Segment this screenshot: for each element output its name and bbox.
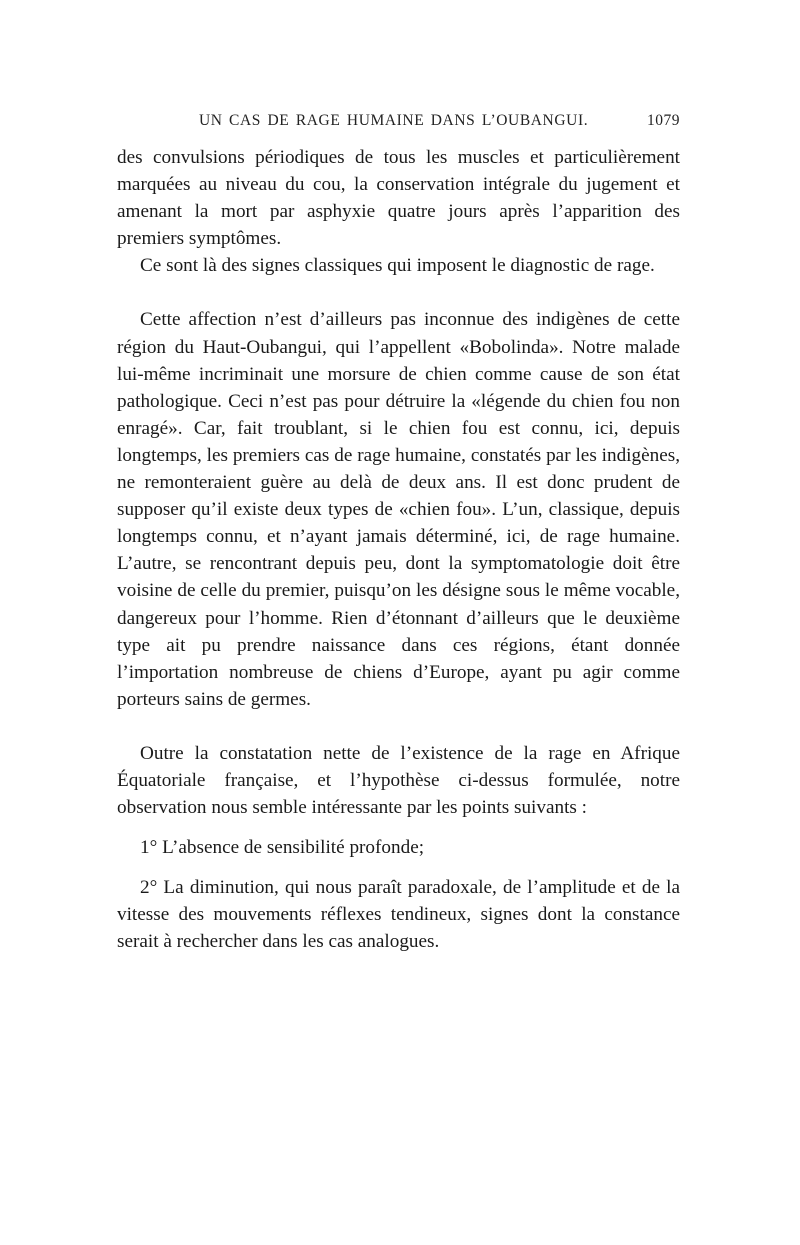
body-text bbox=[117, 144, 680, 956]
paragraph-diagnosis: Ce sont là des signes classiques qui imposent le diagnostic de rage. bbox=[140, 255, 655, 277]
running-title: UN CAS DE RAGE HUMAINE DANS L’OUBANGUI. bbox=[199, 112, 589, 129]
document-page bbox=[117, 112, 680, 956]
paragraph-observation: Outre la constatation nette de l’existence de la rage en Afrique Équatoriale française, et l’hypothèse ci-dessus formulée, notre observation nous semble intéressante par les points suivants : bbox=[117, 742, 680, 819]
list-item-1: 1° L’absence de sensibilité profonde; bbox=[140, 837, 425, 859]
running-header bbox=[199, 112, 680, 130]
page-number: 1079 bbox=[647, 112, 680, 129]
paragraph-bobolinda: Cette affection n’est d’ailleurs pas inconnue des indigènes de cette région du Haut-Oubangui, qui l’appellent «Bobolinda». Notre malade lui-même incriminait une morsure de chien comme cause de son état pathologique. Ceci n’est pas pour détruire la «légende du chien fou non enragé». Car, fait troublant, si le chien fou est connu, ici, depuis longtemps, les premiers cas de rage humaine, constatés par les indigènes, ne remonteraient guère au delà de deux ans. Il est donc prudent de supposer qu’il existe deux types de «chien fou». L’un, classique, depuis longtemps connu, et n’ayant jamais déterminé, ici, de rage humaine. L’autre, se rencontrant depuis peu, dont la symptomatologie doit être voisine de celle du premier, puisqu’on les désigne sous le même vocable, dangereux pour l’homme. Rien d’étonnant d’ailleurs que le deuxième type ait pu prendre naissance dans ces régions, étant donnée l’importation nombreuse de chiens d’Europe, ayant pu agir comme porteurs sains de germes. bbox=[117, 309, 680, 710]
list-item-2: 2° La diminution, qui nous paraît paradoxale, de l’amplitude et de la vitesse des mouvements réflexes tendineux, signes dont la constance serait à rechercher dans les cas analogues. bbox=[117, 877, 680, 953]
paragraph-continued: des convulsions périodiques de tous les muscles et particulièrement marquées au niveau du cou, la conservation intégrale du jugement et amenant la mort par asphyxie quatre jours après l’apparition des premiers symptômes. bbox=[117, 147, 680, 250]
